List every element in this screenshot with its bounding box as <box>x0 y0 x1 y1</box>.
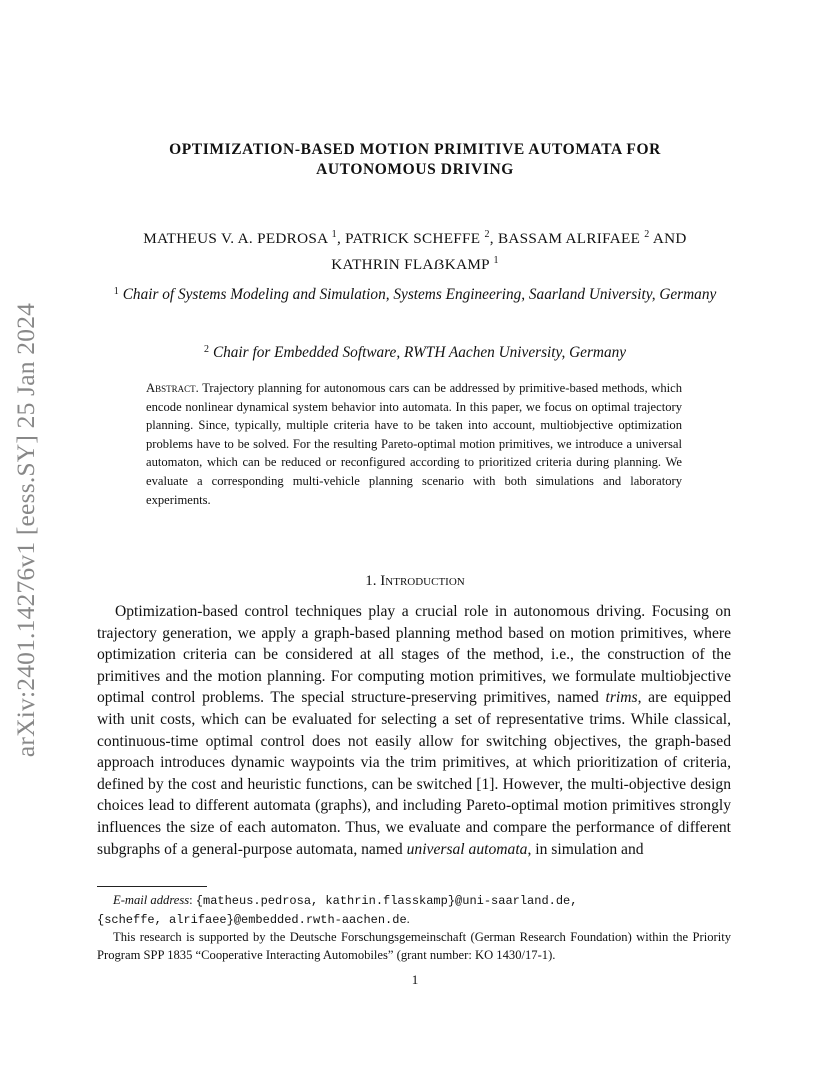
author-affiliation-mark: 1 <box>331 229 337 240</box>
section-heading <box>100 573 730 590</box>
affiliation-2 <box>100 339 730 364</box>
abstract <box>146 379 682 509</box>
email-label: E-mail address <box>113 893 190 907</box>
author-affiliation-mark: 2 <box>484 229 490 240</box>
arxiv-identifier-text: arXiv:2401.14276v1 [eess.SY] 25 Jan 2024 <box>11 302 41 758</box>
section-title: Introduction <box>380 573 465 589</box>
intro-text-part-2: , are equipped with unit costs, which can be evaluated for selecting a set of representative trims. While classical, continuous-time optimal control does not easily allow for switching objectives, the graph-based approach introduces dynamic waypoints via the trim primitives, at which prioritization of criteria, defined by the cost and heuristic functions, can be switched [1]. However, the multi-objective design choices lead to different automata (graphs), and including Pareto-optimal motion primitives strongly influences the size of each automaton. Thus, we evaluate and compare the performance of different subgraphs of a general-purpose automata, named <box>97 689 731 858</box>
author-name: PATRICK SCHEFFE <box>345 230 481 248</box>
email-addresses-line-1: {matheus.pedrosa, kathrin.flasskamp}@uni-saarland.de, <box>195 894 578 908</box>
affiliation-text: Chair for Embedded Software, RWTH Aachen University, Germany <box>212 344 627 361</box>
intro-text-part-1: Optimization-based control techniques play a crucial role in autonomous driving. Focusing on trajectory generation, we apply a graph-based planning method based on motion primitives, where optimization criteria can be considered at all stages of the method, i.e., the construction of the primitives and the motion planning. For computing motion primitives, we formulate multiobjective optimal control problems. The special structure-preserving primitives, named <box>97 603 731 707</box>
email-addresses-line-2: {scheffe, alrifaee}@embedded.rwth-aachen.de <box>97 913 407 927</box>
author-affiliation-mark: 1 <box>493 255 499 267</box>
author-line-2 <box>100 250 730 276</box>
funding-text: This research is supported by the Deutsche Forschungsgemeinschaft (German Research Foundation) within the Priority Program SPP 1835 “Cooperative Interacting Automobiles” (grant number: KO 1430/17-1). <box>97 930 731 963</box>
intro-text-part-3: , in simulation and <box>527 840 644 858</box>
intro-emphasis-universal-automata: universal automata <box>406 840 528 858</box>
paper-title-line-2: AUTONOMOUS DRIVING <box>316 161 514 178</box>
abstract-label: Abstract. <box>146 381 199 395</box>
affiliation-1 <box>100 281 730 306</box>
paper-title <box>100 140 730 180</box>
affiliation-mark: 1 <box>113 286 119 297</box>
abstract-text: Trajectory planning for autonomous cars can be addressed by primitive-based methods, which encode nonlinear dynamical system behavior into automata. In this paper, we focus on optimal trajectory planning. Since, typically, multiple criteria have to be taken into account, multiobjective optimization problems have to be solved. For the resulting Pareto-optimal motion primitives, we introduce a universal automaton, which can be reduced or reconfigured according to prioritized criteria during planning. We evaluate a corresponding multi-vehicle planning scenario with both simulations and laboratory experiments. <box>146 381 683 507</box>
introduction-paragraph <box>97 601 731 860</box>
author-conjunction: AND <box>652 230 687 248</box>
email-footnote: E-mail address: {matheus.pedrosa, kathrin.flasskamp}@uni-saarland.de, <box>113 893 578 908</box>
intro-emphasis-trims: trims <box>605 689 638 707</box>
author-name: KATHRIN FLAẞKAMP <box>331 256 490 274</box>
email-footnote-continued: {scheffe, alrifaee}@embedded.rwth-aachen.de. <box>97 912 410 927</box>
page-number: 1 <box>411 972 419 987</box>
author-name: BASSAM ALRIFAEE <box>497 230 641 248</box>
funding-footnote <box>97 928 731 965</box>
author-affiliation-mark: 2 <box>644 229 650 240</box>
affiliation-mark: 2 <box>203 344 209 355</box>
section-number: 1. <box>365 573 377 589</box>
author-list <box>100 224 730 276</box>
affiliation-text: Chair of Systems Modeling and Simulation, Systems Engineering, Saarland University, Germany <box>122 286 717 303</box>
author-line-1: MATHEUS V. A. PEDROSA $^1$, PATRICK SCHEFFE $^2$, BASSAM ALRIFAEE $^2$ AND <box>143 229 687 248</box>
arxiv-identifier-stamp <box>2 285 50 775</box>
footnote-divider <box>97 886 207 887</box>
author-name: MATHEUS V. A. PEDROSA <box>143 230 328 248</box>
paper-title-line-1: OPTIMIZATION-BASED MOTION PRIMITIVE AUTOMATA FOR <box>169 141 661 158</box>
